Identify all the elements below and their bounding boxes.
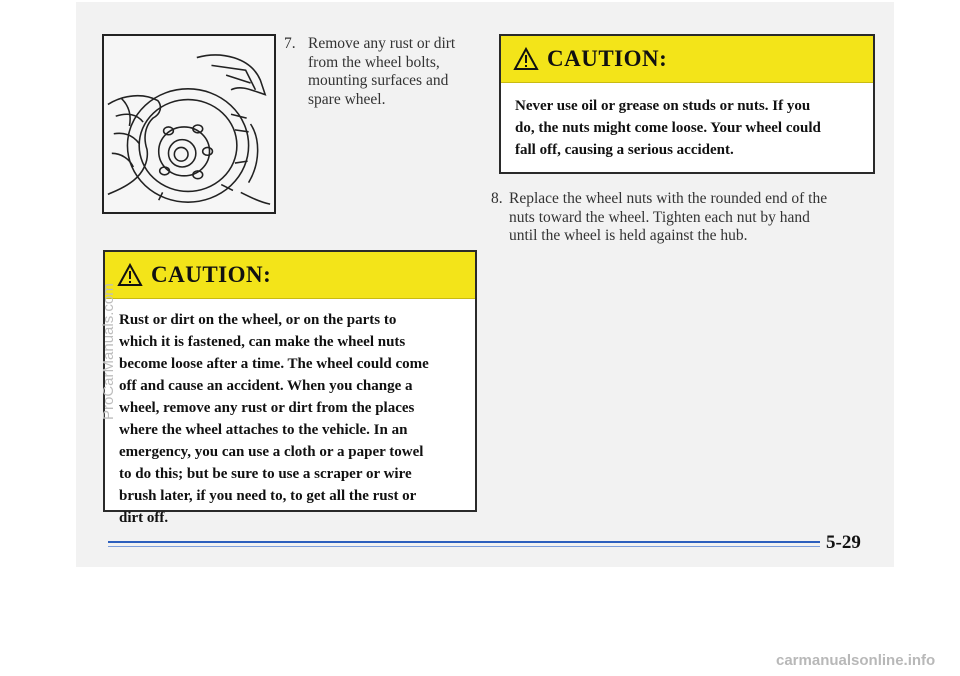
caution-line: to do this; but be sure to use a scraper or wire <box>119 466 412 482</box>
caution-line: emergency, you can use a cloth or a paper towel <box>119 444 424 460</box>
caution-line: Never use oil or grease on studs or nuts. If you <box>515 98 811 114</box>
caution-line: Rust or dirt on the wheel, or on the parts to <box>119 312 397 328</box>
footer-rule-thin <box>108 546 820 547</box>
caution-box-oil-grease <box>499 34 875 174</box>
caution-text <box>501 83 873 161</box>
caution-line: brush later, if you need to, to get all the rust or <box>119 488 417 504</box>
caution-text <box>105 299 475 529</box>
caution-line: off and cause an accident. When you change a <box>119 378 413 394</box>
step-text: Remove any rust or dirt from the wheel bolts, mounting surfaces and spare wheel. <box>308 35 456 108</box>
step-line: until the wheel is held against the hub. <box>509 227 748 244</box>
footer-rule <box>108 541 820 543</box>
caution-header <box>501 36 873 83</box>
warning-triangle-icon <box>117 263 143 287</box>
step-number: 7. <box>284 35 296 52</box>
caution-line: fall off, causing a serious accident. <box>515 142 734 158</box>
watermark-side: ProCarManuals.com <box>100 283 117 420</box>
step-8 <box>491 190 871 260</box>
caution-heading: CAUTION: <box>547 46 668 71</box>
caution-line: do, the nuts might come loose. Your wheel could <box>515 120 821 136</box>
caution-line: where the wheel attaches to the vehicle. In an <box>119 422 408 438</box>
caution-line: wheel, remove any rust or dirt from the places <box>119 400 415 416</box>
caution-header <box>105 252 475 299</box>
step-number: 8. <box>491 190 503 207</box>
watermark-bottom: carmanualsonline.info <box>776 652 936 669</box>
caution-line: dirt off. <box>119 510 169 526</box>
step-7 <box>284 35 474 115</box>
wheel-hub-cleaning-illustration <box>104 36 274 212</box>
warning-triangle-icon <box>513 47 539 71</box>
wheel-hub-illustration <box>102 34 276 214</box>
caution-box-rust-dirt <box>103 250 477 526</box>
step-line: nuts toward the wheel. Tighten each nut by hand <box>509 208 810 226</box>
caution-heading: CAUTION: <box>151 262 272 287</box>
step-text <box>509 190 871 246</box>
page-number: 5-29 <box>826 532 861 553</box>
caution-line: which it is fastened, can make the wheel nuts <box>119 334 406 350</box>
step-line: Replace the wheel nuts with the rounded end of the <box>509 190 828 207</box>
caution-line: become loose after a time. The wheel could come <box>119 356 429 372</box>
